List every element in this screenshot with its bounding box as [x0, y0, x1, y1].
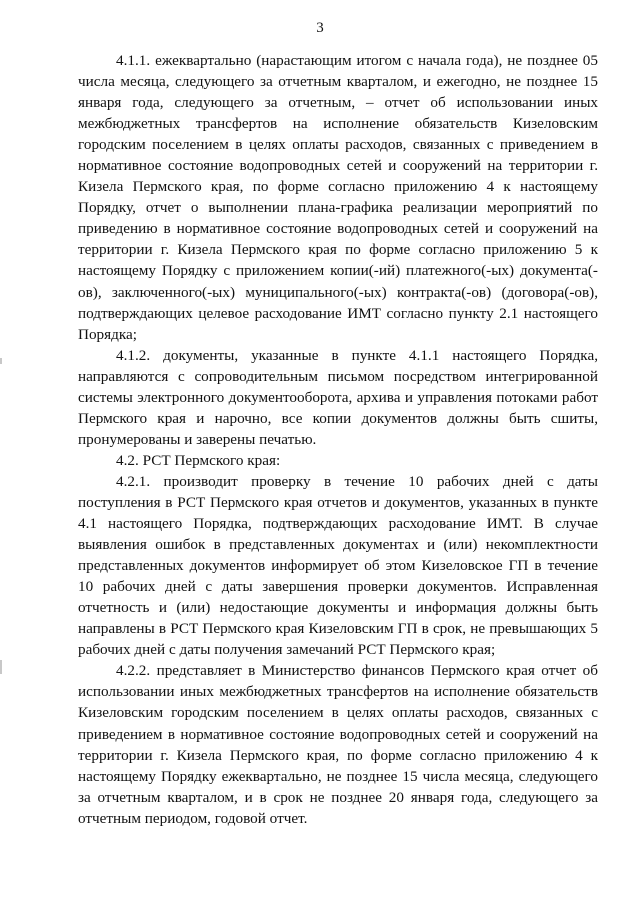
paragraph-4-2-2: 4.2.2. представляет в Министерство финансов Пермского края отчет об использовании иных межбюджетных трансфертов на исполнение обязательств Кизеловским городским поселением в целях оплаты расходов, связанных с приведением в нормативное состояние водопроводных сетей и сооружений на территории г. Кизела Пермского края, по форме согласно приложению 4 к настоящему Порядку ежеквартально, не позднее 15 числа месяца, следующего за отчетным кварталом, и в срок не позднее 20 января года, следующего за отчетным периодом, годовой отчет. — [78, 662, 598, 827]
paragraph-4-2: 4.2. РСТ Пермского края: — [116, 451, 281, 469]
paragraph-4-1-2: 4.1.2. документы, указанные в пункте 4.1.1 настоящего Порядка, направляются с сопроводительным письмом посредством интегрированной системы электронного документооборота, архива и управления потоками работ Пермского края и нарочно, все копии документов должны быть сшиты, пронумерованы и заверены печатью. — [78, 346, 598, 448]
document-body — [78, 50, 598, 829]
scan-edge-mark — [0, 358, 2, 364]
page-number: 3 — [316, 20, 324, 36]
paragraph-4-2-1: 4.2.1. производит проверку в течение 10 рабочих дней с даты поступления в РСТ Пермского края отчетов и документов, указанных в пункте 4.1 настоящего Порядка, подтверждающих расходование ИМТ. В случае выявления ошибок в представленных документах и (или) некомплектности представленных документов информирует об этом Кизеловское ГП в течение 10 рабочих дней с даты завершения проверки документов. Исправленная отчетность и (или) недостающие документы и информация должны быть направлены в РСТ Пермского края Кизеловским ГП в срок, не превышающих 5 рабочих дней с даты получения замечаний РСТ Пермского края; — [78, 472, 598, 659]
scan-edge-mark — [0, 660, 2, 674]
paragraph-4-1-1: 4.1.1. ежеквартально (нарастающим итогом с начала года), не позднее 05 числа месяца, следующего за отчетным кварталом, и ежегодно, не позднее 15 января года, следующего за отчетным, – отчет об использовании иных межбюджетных трансфертов на исполнение обязательств Кизеловским городским поселением в целях оплаты расходов, связанных с приведением в нормативное состояние водопроводных сетей и сооружений на территории г. Кизела Пермского края, по форме согласно приложению 4 к настоящему Порядку, отчет о выполнении плана-графика реализации мероприятий по приведению в нормативное состояние водопроводных сетей и сооружений на территории г. Кизела Пермского края по форме согласно приложению 5 к настоящему Порядку с приложением копии(-ий) платежного(-ых) документа(-ов), заключенного(-ых) муниципального(-ых) контракта(-ов) (договора(-ов), подтверждающих целевое расходование ИМТ согласно пункту 2.1 настоящего Порядка; — [78, 52, 598, 343]
